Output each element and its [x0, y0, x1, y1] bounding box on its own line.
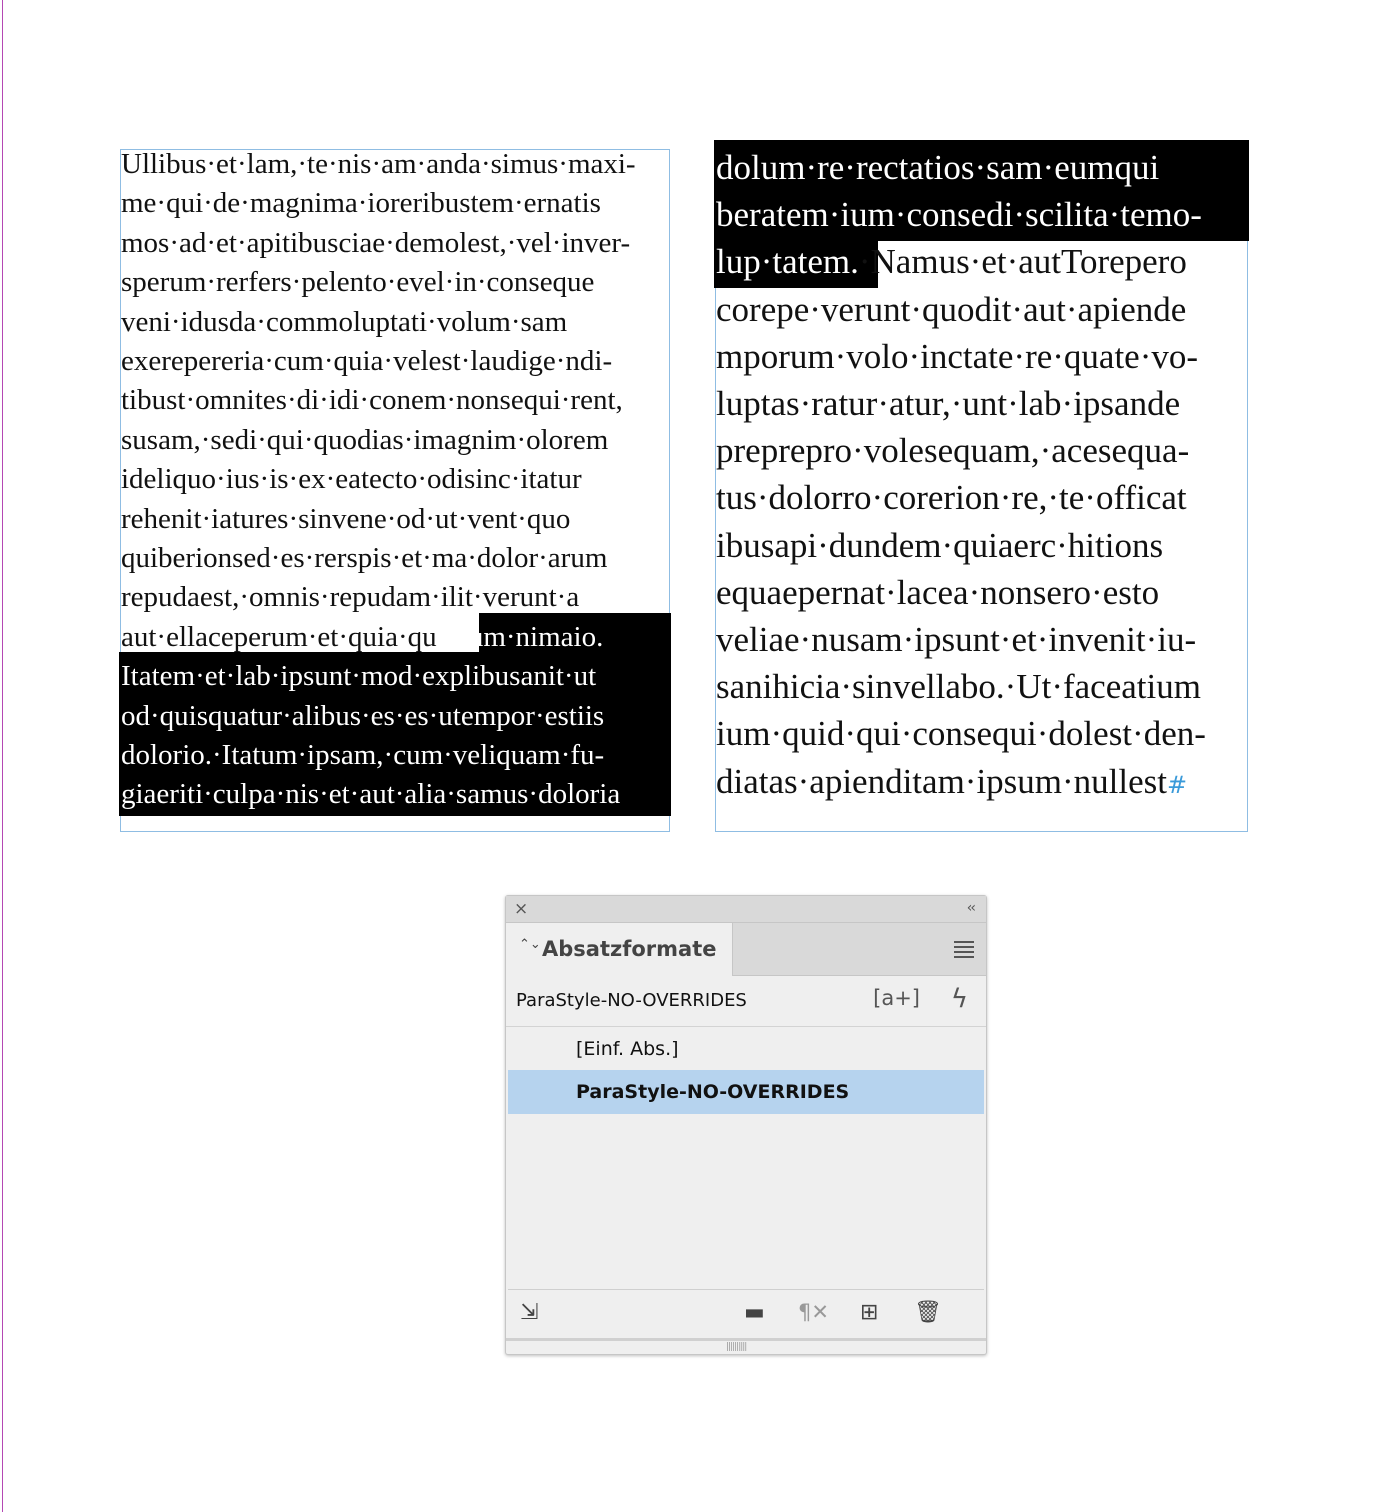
panel-tab-strip — [506, 923, 986, 976]
panel-footer — [506, 1290, 986, 1336]
text-line — [121, 539, 669, 578]
text-line-part: tus·dolorro·corerion·re,·te·officat — [716, 478, 1187, 518]
text-line-part: veni·idusda·commoluptati·volum·sam — [121, 305, 568, 338]
text-line-part: mporum·volo·inctate·re·quate·vo- — [716, 336, 1199, 376]
text-line — [121, 775, 669, 814]
resize-grip-icon[interactable]: |||||||||| — [726, 1342, 747, 1352]
text-line-part: preprepro·volesequam,·acesequa- — [716, 431, 1190, 471]
style-list — [508, 1027, 984, 1290]
text-line — [716, 380, 1247, 427]
text-line-part: od·quisquatur·alibus·es·es·utempor·estiis — [121, 699, 605, 732]
text-line — [121, 697, 669, 736]
text-line-part: corepe·verunt·quodit·aut·apiende — [716, 289, 1187, 329]
folder-icon[interactable]: ▬ — [744, 1300, 765, 1325]
text-line — [121, 342, 669, 381]
current-style-row — [506, 976, 986, 1027]
text-line — [716, 191, 1247, 238]
text-line — [121, 736, 669, 775]
load-styles-icon[interactable]: ⇲ — [520, 1300, 539, 1325]
text-line — [121, 145, 669, 184]
text-line-part: Ullibus·et·lam,·te·nis·am·anda·simus·maxi- — [121, 148, 636, 180]
text-line — [716, 474, 1247, 521]
text-line-part: ideliquo·ius·is·ex·eatecto·odisinc·itatur — [121, 463, 582, 496]
panel-menu-icon[interactable] — [954, 941, 974, 961]
text-line — [716, 522, 1247, 569]
text-frame-right[interactable] — [715, 149, 1248, 832]
quick-apply-icon[interactable]: ϟ — [950, 984, 968, 1014]
style-item-label: ParaStyle-NO-OVERRIDES — [576, 1081, 850, 1103]
text-line-part: veliae·nusam·ipsunt·et·invenit·iu- — [716, 620, 1197, 659]
panel-title-bar[interactable] — [506, 896, 986, 923]
text-line-part: mos·ad·et·apitibusciae·demolest,·vel·inver- — [121, 226, 631, 259]
text-frame-left[interactable] — [120, 149, 670, 832]
text-line-part: ium·quid·qui·consequi·dolest·den- — [716, 714, 1206, 754]
text-line — [121, 303, 669, 342]
text-line-part: ·Namus·et·autTorepero — [858, 242, 1187, 282]
text-line — [121, 263, 669, 302]
close-icon[interactable]: × — [514, 899, 529, 919]
text-line-part: sperum·rerfers·pelento·evel·in·conseque — [121, 266, 595, 299]
text-line-part: dolum·re·rectatios·sam·eumqui — [716, 148, 1160, 187]
text-line — [716, 758, 1247, 805]
margin-guide — [2, 0, 3, 1512]
text-line — [716, 663, 1247, 710]
text-line-part: repudaest,·omnis·repudam·ilit·verunt·a — [121, 581, 580, 614]
text-line-part: Itatem·et·lab·ipsunt·mod·explibusanit·ut — [121, 660, 597, 693]
text-line-part: lup·tatem. — [716, 242, 859, 282]
text-line — [121, 618, 669, 657]
collapse-icon[interactable]: ‹‹ — [966, 900, 974, 916]
text-line-part: tibust·omnites·di·idi·conem·nonsequi·rent, — [121, 384, 623, 417]
tab-paragraph-styles[interactable] — [506, 923, 733, 976]
text-line-part: giaeriti·culpa·nis·et·aut·alia·samus·doloria — [121, 778, 621, 811]
text-line-part: beratem·ium·consedi·scilita·temo- — [716, 195, 1202, 235]
text-line-part: dolorio.·Itatum·ipsam,·cum·veliquam·fu- — [121, 739, 605, 771]
panel-divider — [506, 1338, 986, 1341]
style-list-item[interactable] — [508, 1027, 984, 1071]
text-line — [121, 578, 669, 617]
text-line — [716, 333, 1247, 380]
paragraph-styles-panel — [505, 895, 987, 1355]
clear-overrides-icon[interactable]: ¶✕ — [798, 1300, 829, 1324]
sort-updown-icon: ⌃⌄ — [519, 937, 541, 952]
text-line-part: susam,·sedi·qui·quodias·imagnim·olorem — [121, 423, 609, 456]
text-line-part: sanihicia·sinvellabo.·Ut·faceatium — [716, 667, 1201, 707]
end-of-story-icon: # — [1167, 770, 1188, 799]
text-line-part: i·num·nimaio. — [436, 620, 604, 653]
text-line-part: luptas·ratur·atur,·unt·lab·ipsande — [716, 384, 1181, 423]
text-line-part: ibusapi·dundem·quiaerc·hitions — [716, 525, 1164, 565]
text-line — [716, 144, 1247, 191]
text-line — [121, 657, 669, 696]
delete-style-icon[interactable]: 🗑 — [914, 1300, 942, 1325]
text-line — [716, 569, 1247, 616]
new-style-icon[interactable]: ⊞ — [860, 1300, 879, 1325]
text-line-part: quiberionsed·es·rerspis·et·ma·dolor·arum — [121, 542, 608, 574]
text-line — [716, 286, 1247, 333]
create-style-from-text-icon[interactable]: [a+] — [873, 986, 920, 1010]
text-line — [121, 224, 669, 263]
text-line-part: me·qui·de·magnima·ioreribustem·ernatis — [121, 187, 601, 220]
text-line-part: equaepernat·lacea·nonsero·esto — [716, 572, 1160, 612]
style-item-label: [Einf. Abs.] — [576, 1038, 679, 1060]
text-line-part: diatas·apienditam·ipsum·nullest — [716, 761, 1168, 801]
text-line — [716, 427, 1247, 474]
current-style-name: ParaStyle-NO-OVERRIDES — [516, 990, 747, 1011]
text-line — [121, 460, 669, 499]
text-line — [121, 421, 669, 460]
text-line-part: exerepereria·cum·quia·velest·laudige·ndi- — [121, 345, 613, 377]
tab-label: Absatzformate — [542, 937, 717, 961]
text-line — [121, 381, 669, 420]
text-line — [716, 616, 1247, 663]
text-line — [121, 184, 669, 223]
text-line-part: rehenit·iatures·sinvene·od·ut·vent·quo — [121, 502, 571, 535]
text-line — [716, 238, 1247, 285]
text-line — [121, 500, 669, 539]
text-line — [716, 710, 1247, 757]
style-list-item-selected[interactable] — [508, 1070, 984, 1114]
text-line-part: aut·ellaceperum·et·quia·qu — [121, 620, 437, 653]
